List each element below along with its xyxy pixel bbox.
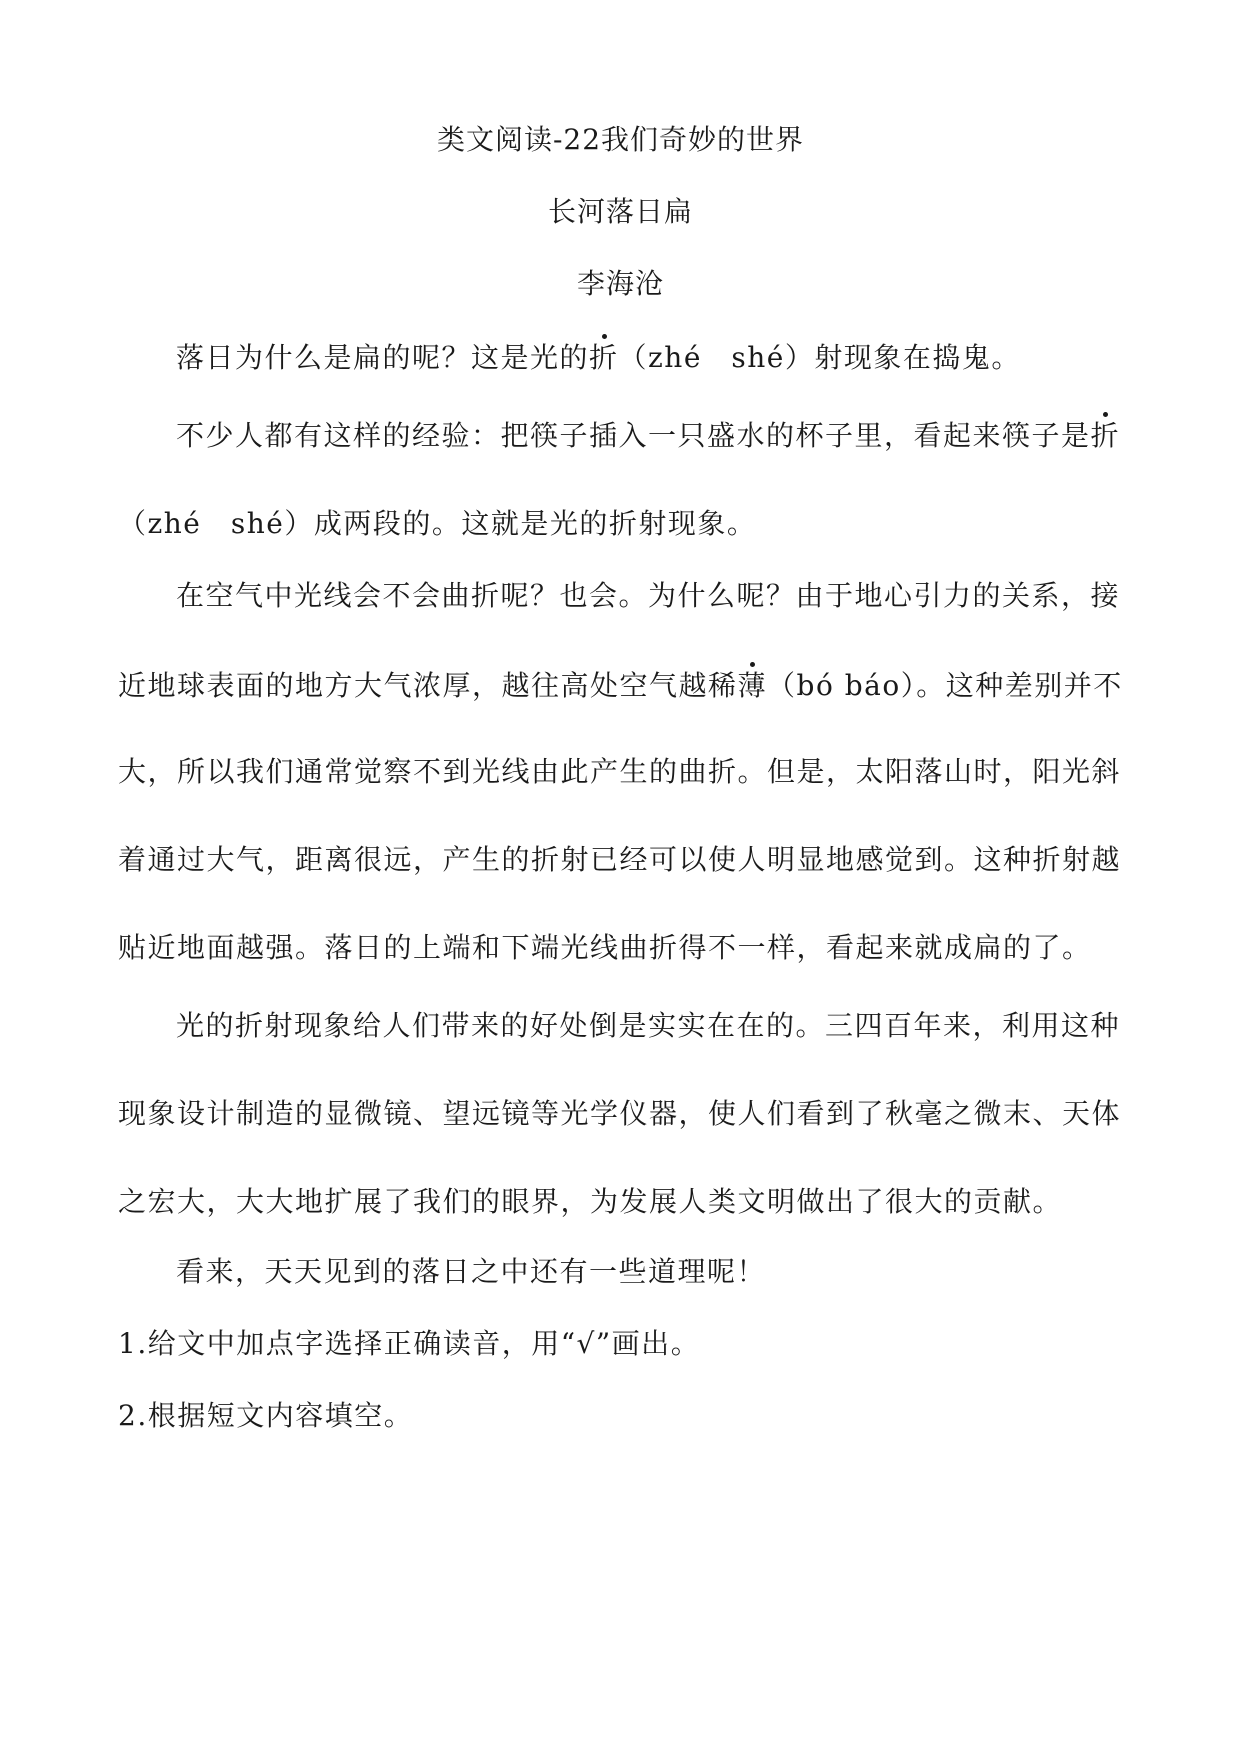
article-title: 长河落日扁 [547,195,693,228]
paragraph-4-line-1: 光的折射现象给人们带来的好处倒是实实在在的。三四百年来，利用这种 [176,1009,1121,1042]
author-name: 李海沧 [576,267,664,300]
paragraph-5: 看来，天天见到的落日之中还有一些道理呢！ [176,1255,767,1288]
question-2: 2.根据短文内容填空。 [118,1399,414,1432]
paragraph-3-line-2: 近地球表面的地方大气浓厚，越往高处空气越稀薄（bó báo）。这种差别并不 [118,669,1123,702]
dotted-char: 折 [589,341,619,374]
dotted-char: 薄 [737,669,768,702]
paragraph-4-line-2: 现象设计制造的显微镜、望远镜等光学仪器，使人们看到了秋毫之微末、天体 [118,1097,1122,1130]
paragraph-1-line: 落日为什么是扁的呢？这是光的折（zhé shé）射现象在捣鬼。 [176,341,1021,374]
paragraph-3-line-1: 在空气中光线会不会曲折呢？也会。为什么呢？由于地心引力的关系，接 [176,579,1121,612]
paragraph-2-line-1: 不少人都有这样的经验：把筷子插入一只盛水的杯子里，看起来筷子是折 [176,419,1121,452]
paragraph-3-line-4: 着通过大气，距离很远，产生的折射已经可以使人明显地感觉到。这种折射越 [118,843,1122,876]
paragraph-3-line-3: 大，所以我们通常觉察不到光线由此产生的曲折。但是，太阳落山时，阳光斜 [118,755,1122,788]
paragraph-2-line-2: （zhé shé）成两段的。这就是光的折射现象。 [118,507,757,540]
series-title: 类文阅读-22我们奇妙的世界 [436,123,805,156]
paragraph-3-line-5: 贴近地面越强。落日的上端和下端光线曲折得不一样，看起来就成扁的了。 [118,931,1092,964]
dotted-char: 折 [1090,419,1121,452]
question-1: 1.给文中加点字选择正确读音，用“√”画出。 [118,1327,701,1360]
paragraph-4-line-3: 之宏大，大大地扩展了我们的眼界，为发展人类文明做出了很大的贡献。 [118,1185,1063,1218]
